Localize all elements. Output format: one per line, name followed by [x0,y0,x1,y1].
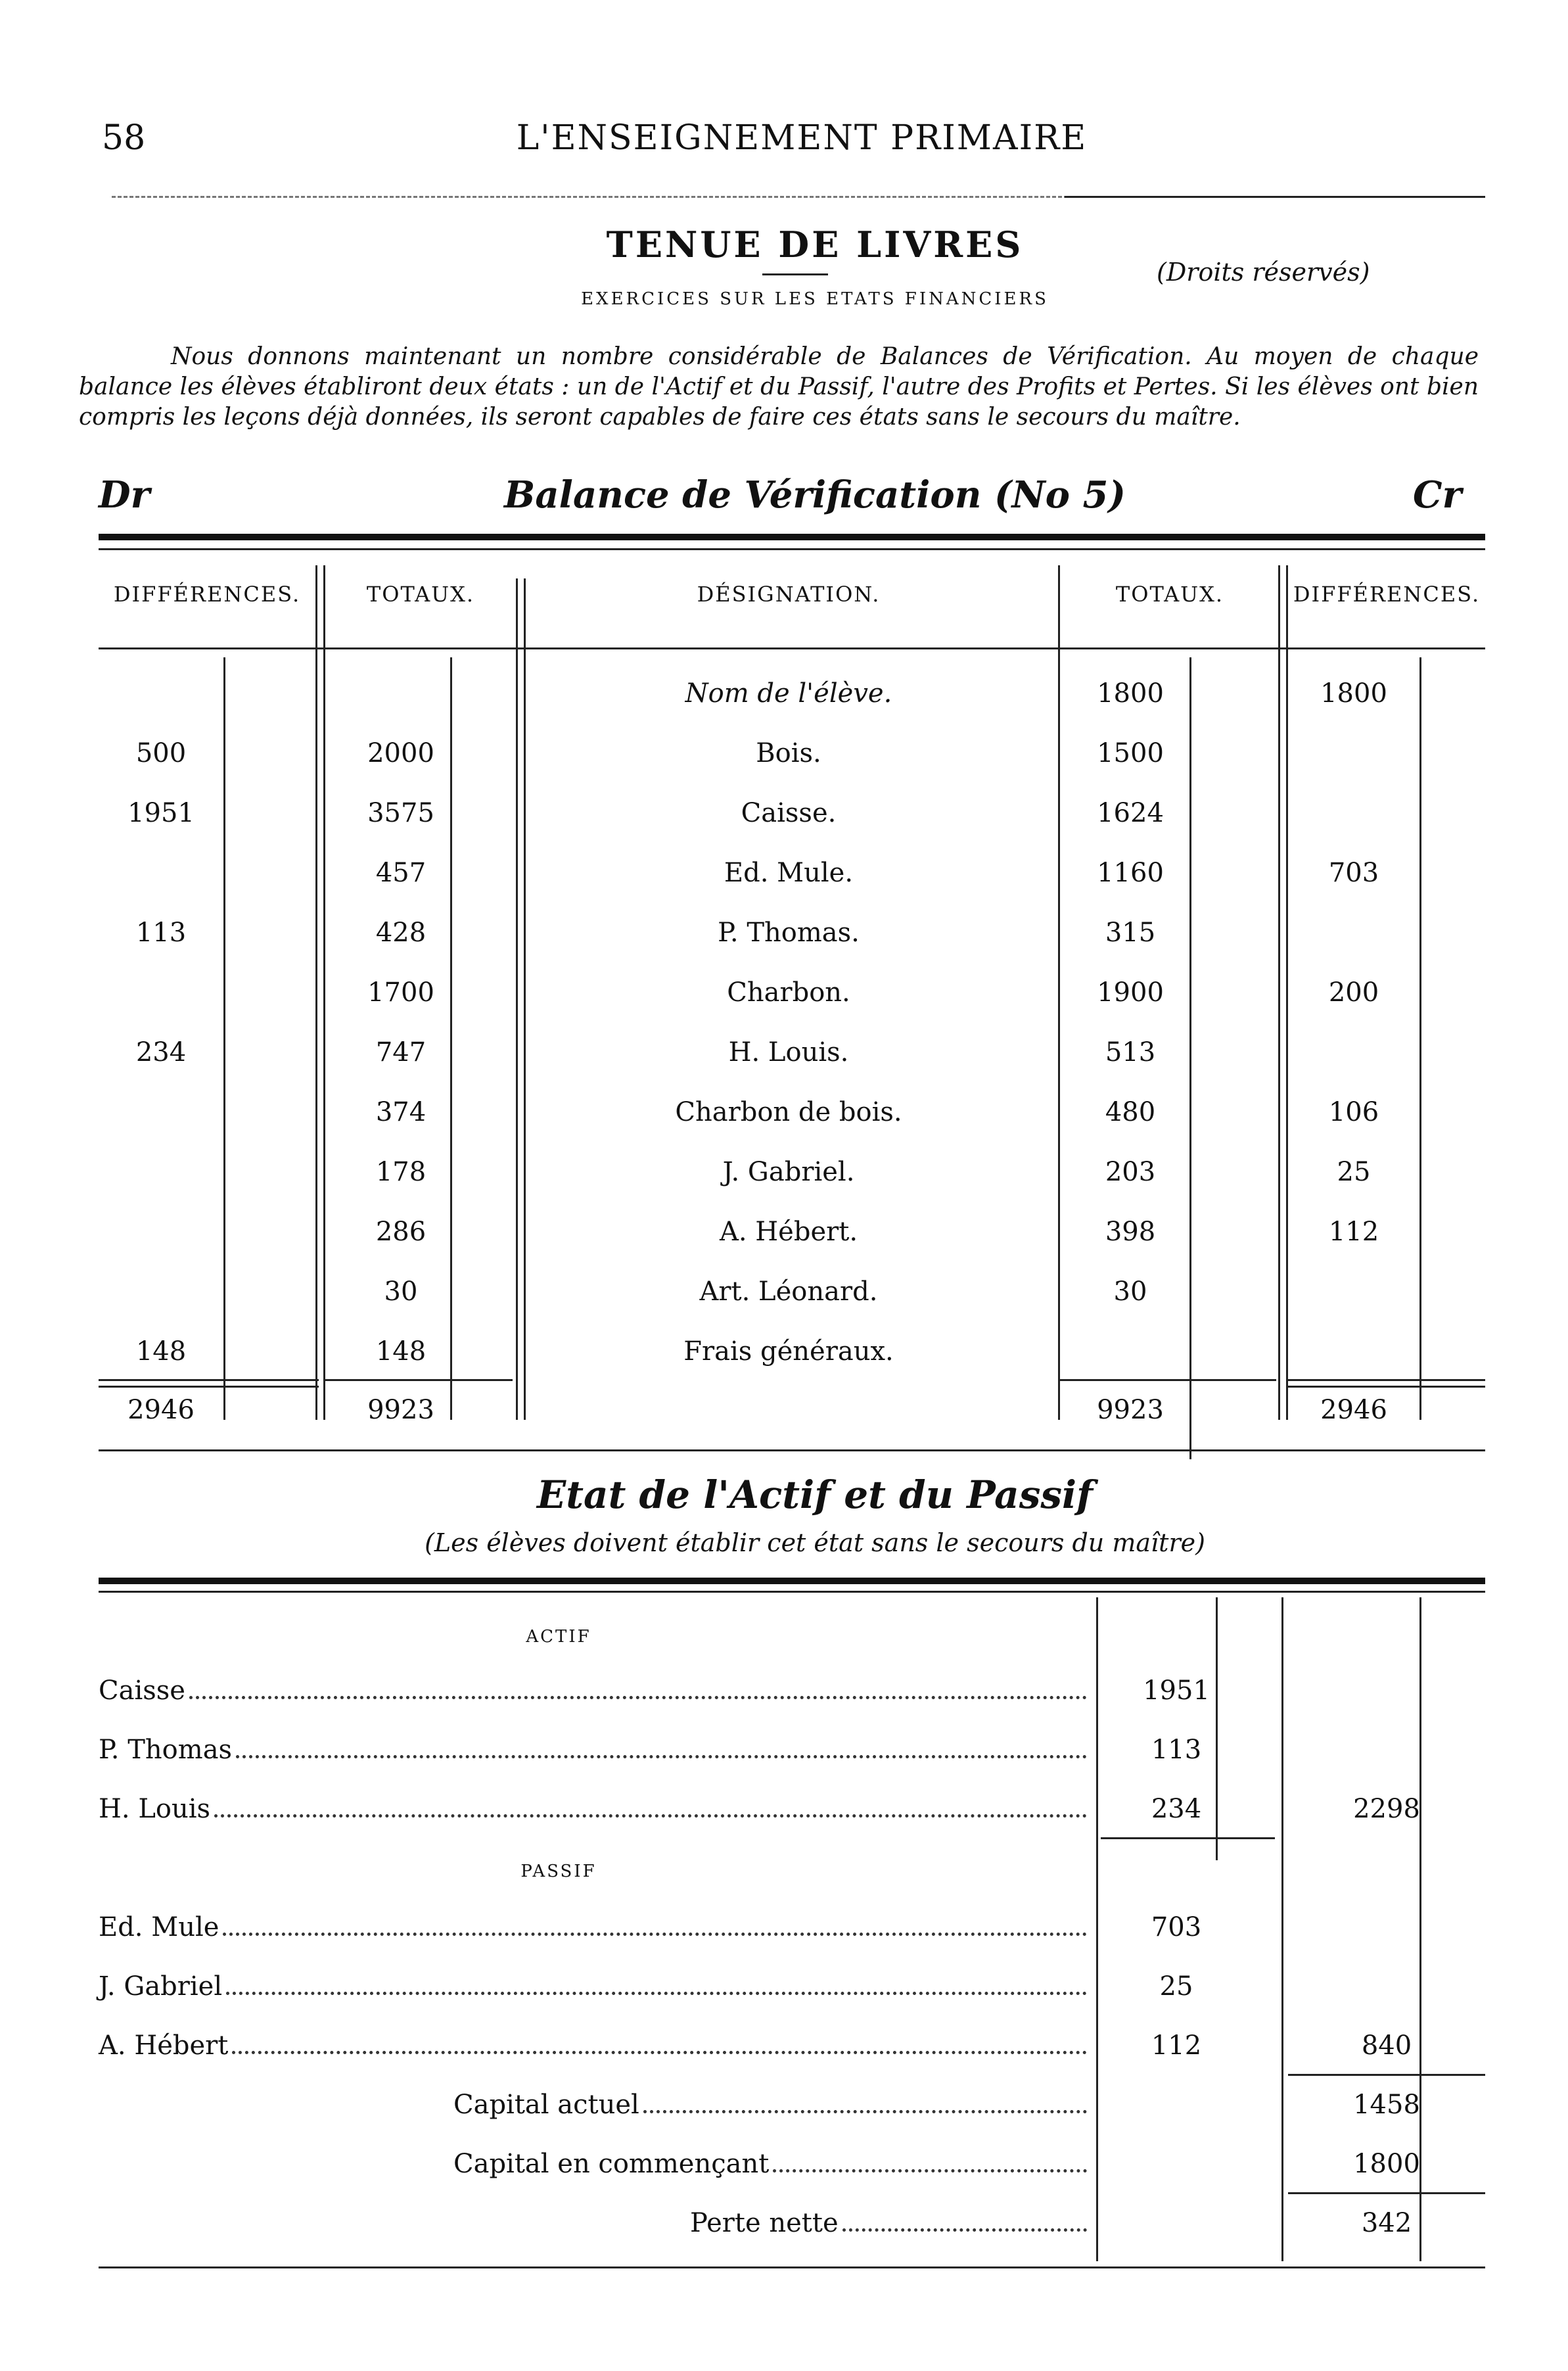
entry-total: 1458 [1353,2090,1420,2120]
sum-rule [1059,1379,1276,1381]
leader-dots [773,2169,1087,2172]
ledger-line [690,2203,1091,2243]
ledger-line [99,1789,1091,1829]
table-top-rule-thin [99,548,1485,550]
totals-debit-cell: 286 [375,1217,427,1247]
leader-dots [226,1992,1087,1995]
leader-dots [643,2110,1087,2113]
sum-rule [1288,1379,1485,1381]
totals-credit-cell: 1800 [1097,678,1164,709]
differences-credit-cell: 106 [1328,1097,1379,1127]
totals-credit-cell: 1500 [1097,738,1164,768]
entry-amount: 1951 [1143,1676,1210,1706]
col-rule [516,578,518,1420]
page-number: 58 [102,118,146,158]
col-rule [223,657,225,1420]
entry-name: Capital en commençant [453,2149,770,2179]
header-designation: DÉSIGNATION. [697,582,881,607]
designation-cell: A. Hébert. [719,1217,858,1247]
entry-name: P. Thomas [99,1735,233,1765]
totals-credit-cell: 203 [1105,1157,1156,1187]
entry-name: H. Louis [99,1794,211,1824]
differences-debit-cell: 148 [135,1336,187,1367]
designation-cell: Nom de l'élève. [685,678,892,709]
entry-amount: 703 [1151,1912,1202,1942]
debit-label: Dr [99,473,150,517]
differences-debit-cell: 1951 [127,798,195,828]
statement-top-rule [99,1578,1485,1584]
entry-name: J. Gabriel [99,1971,223,2002]
differences-credit-cell: 200 [1328,977,1379,1008]
differences-credit-cell: 703 [1328,858,1379,888]
totals-debit-cell: 1700 [367,977,434,1008]
header-totals-debit: TOTAUX. [366,582,475,607]
rights-notice: (Droits réservés) [1157,258,1370,287]
totals-debit-cell: 457 [375,858,427,888]
sum-rule [1288,1386,1485,1388]
entry-name: Caisse [99,1676,185,1706]
table-bottom-rule [99,1449,1485,1451]
col-rule [1058,565,1060,1420]
total-totals-credit: 9923 [1097,1395,1164,1425]
designation-cell: Caisse. [741,798,837,828]
designation-cell: H. Louis. [728,1037,849,1068]
col-rule [1096,1597,1098,2261]
differences-credit-cell: 112 [1328,1217,1379,1247]
totals-credit-cell: 1160 [1097,858,1164,888]
entry-total: 342 [1361,2208,1412,2238]
leader-dots [189,1696,1087,1699]
ledger-line [453,2085,1091,2125]
entry-amount: 25 [1159,1971,1193,2002]
totals-credit-cell: 1900 [1097,977,1164,1008]
ledger-line [99,2026,1091,2065]
col-rule [315,565,317,1420]
passif-heading: PASSIF [520,1862,597,1881]
leader-dots [223,1933,1087,1936]
col-rule [1281,1597,1283,2261]
totals-debit-cell: 747 [375,1037,427,1068]
statement-bottom-rule [99,2266,1485,2268]
totals-credit-cell: 315 [1105,918,1156,948]
credit-label: Cr [1413,473,1462,517]
sum-rule [99,1386,319,1388]
entry-name: Ed. Mule [99,1912,219,1942]
header-rule [1065,196,1485,198]
header-bottom-rule [99,647,1485,649]
section-subtitle: EXERCICES SUR LES ETATS FINANCIERS [581,289,1049,309]
ledger-line [99,1967,1091,2006]
leader-dots [232,2051,1087,2054]
differences-credit-cell: 1800 [1320,678,1387,709]
totals-credit-cell: 398 [1105,1217,1156,1247]
col-rule [1278,565,1280,1420]
balance-title: Balance de Vérification (No 5) [504,473,1126,517]
entry-total: 840 [1361,2031,1412,2061]
actif-heading: ACTIF [526,1627,591,1647]
leader-dots [214,1814,1087,1818]
totals-debit-cell: 374 [375,1097,427,1127]
entry-total: 1800 [1353,2149,1420,2179]
totals-credit-cell: 30 [1113,1277,1147,1307]
entry-total: 2298 [1353,1794,1420,1824]
totals-credit-cell: 480 [1105,1097,1156,1127]
entry-amount: 113 [1151,1735,1202,1765]
totals-debit-cell: 3575 [367,798,434,828]
running-title: L'ENSEIGNEMENT PRIMAIRE [516,118,1088,158]
differences-debit-cell: 500 [135,738,187,768]
designation-cell: Art. Léonard. [699,1277,878,1307]
section-title: TENUE DE LIVRES [606,223,1024,266]
total-differences-credit: 2946 [1320,1395,1387,1425]
totals-debit-cell: 148 [375,1336,427,1367]
differences-debit-cell: 234 [135,1037,187,1068]
statement-title: Etat de l'Actif et du Passif [536,1472,1093,1517]
col-rule [1419,657,1421,1420]
totals-credit-cell: 1624 [1097,798,1164,828]
differences-credit-cell: 25 [1337,1157,1371,1187]
entry-name: Capital actuel [453,2090,639,2120]
header-totals-credit: TOTAUX. [1115,582,1224,607]
sum-rule [1288,2074,1485,2076]
ledger-line [453,2144,1091,2184]
totals-debit-cell: 30 [384,1277,418,1307]
header-differences-credit: DIFFÉRENCES. [1293,582,1481,607]
intro-paragraph: Nous donnons maintenant un nombre considérable de Balances de Vérification. Au moyen de chaque balance les élèves établiront deux états : un de l'Actif et du Passif, l'autre des Profits et Pertes. Si les élèves ont bien compris les leçons déjà données, ils seront capables de faire ces états sans le secours du maître. [79,343,1479,431]
totals-debit-cell: 428 [375,918,427,948]
total-totals-debit: 9923 [367,1395,434,1425]
designation-cell: Ed. Mule. [724,858,854,888]
statement-top-rule-thin [99,1591,1485,1593]
statement-subtitle: (Les élèves doivent établir cet état sans le secours du maître) [425,1528,1205,1557]
designation-cell: P. Thomas. [718,918,860,948]
header-divider [112,196,1097,198]
designation-cell: Charbon de bois. [675,1097,902,1127]
designation-cell: Frais généraux. [683,1336,894,1367]
designation-cell: Bois. [756,738,821,768]
sum-rule [325,1379,513,1381]
designation-cell: Charbon. [727,977,850,1008]
entry-amount: 112 [1151,2031,1202,2061]
totals-debit-cell: 178 [375,1157,427,1187]
sum-rule [1101,1837,1275,1839]
sum-rule [1288,2192,1485,2194]
table-top-rule [99,534,1485,540]
leader-dots [842,2228,1087,2232]
totals-credit-cell: 513 [1105,1037,1156,1068]
ledger-line [99,1730,1091,1770]
leader-dots [236,1755,1087,1758]
totals-debit-cell: 2000 [367,738,434,768]
total-differences-debit: 2946 [127,1395,195,1425]
section-title-underline [762,273,828,275]
entry-name: Perte nette [690,2208,839,2238]
ledger-line [99,1671,1091,1710]
sum-rule [99,1379,319,1381]
header-differences-debit: DIFFÉRENCES. [113,582,301,607]
designation-cell: J. Gabriel. [722,1157,855,1187]
ledger-line [99,1908,1091,1947]
entry-name: A. Hébert [99,2031,229,2061]
entry-amount: 234 [1151,1794,1202,1824]
differences-debit-cell: 113 [135,918,187,948]
